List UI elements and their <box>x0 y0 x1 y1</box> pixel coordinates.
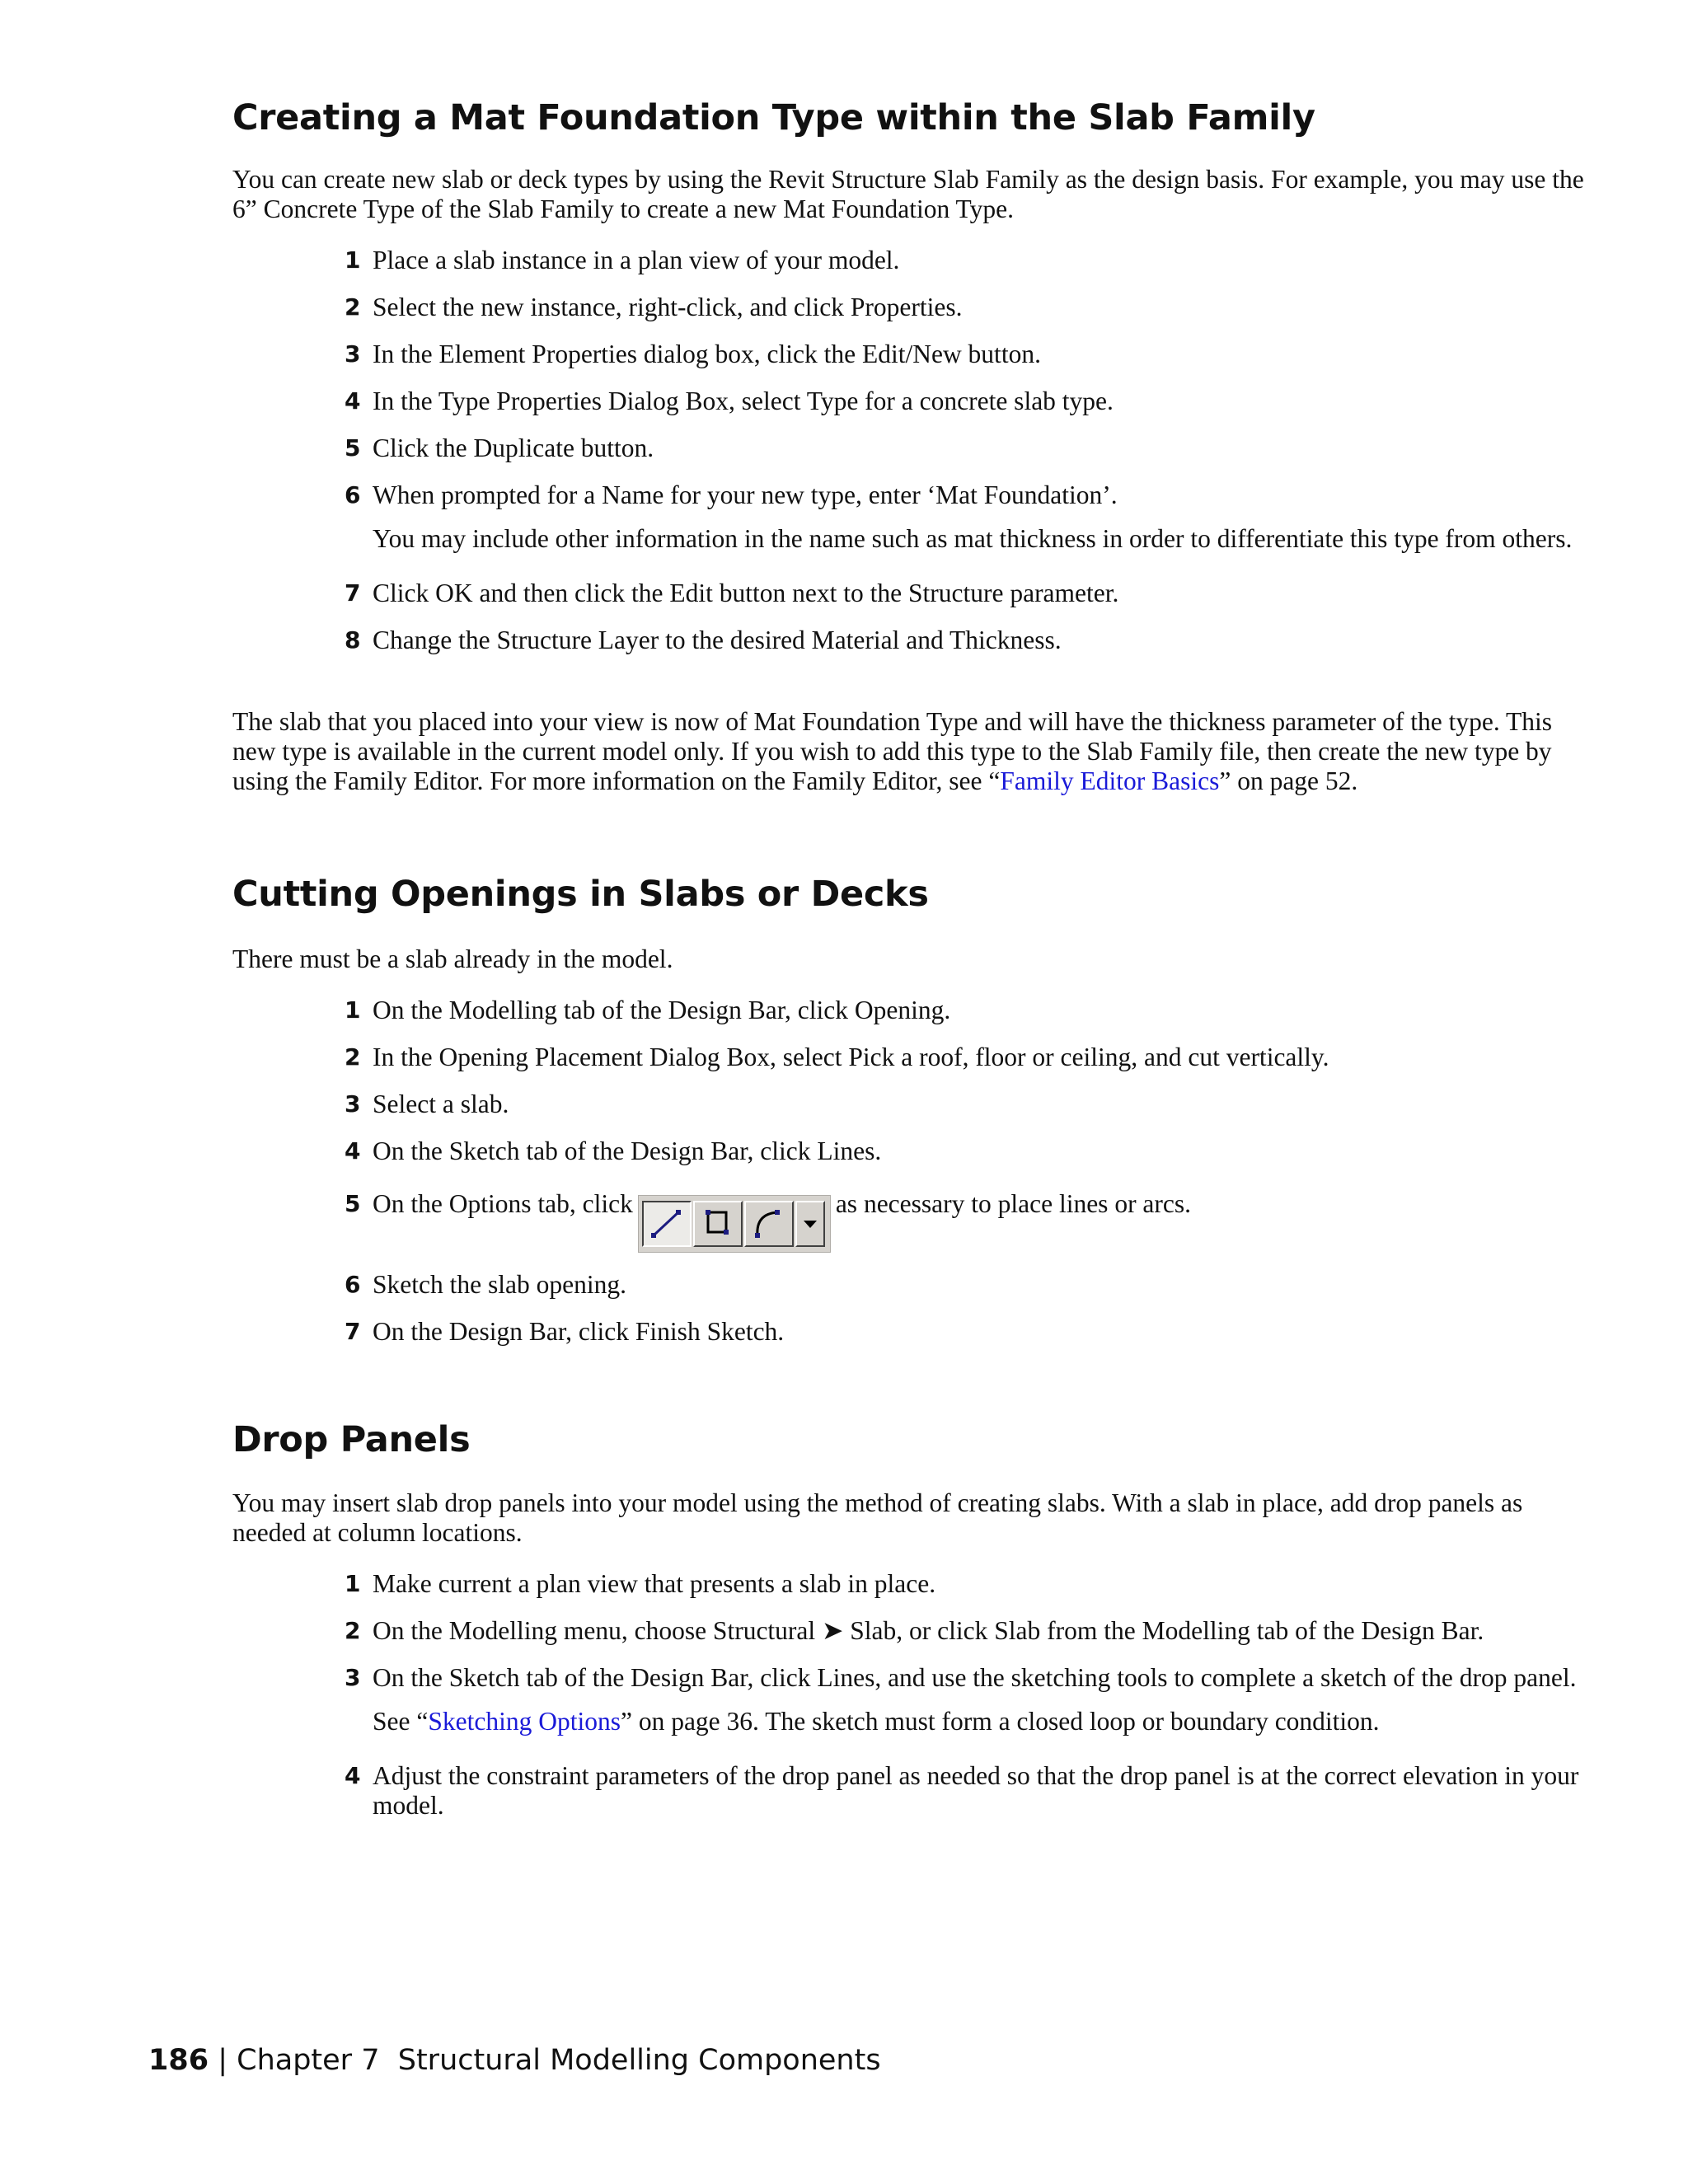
step-number: 1 <box>345 996 361 1024</box>
arc-draw-button[interactable] <box>744 1201 794 1247</box>
list-item <box>345 246 1606 275</box>
section2-intro: There must be a slab already in the model. <box>232 944 673 973</box>
step-number: 3 <box>345 1664 361 1691</box>
step-text: In the Element Properties dialog box, click the Edit/New button. <box>373 340 1041 368</box>
dropdown-arrow-icon <box>797 1202 823 1245</box>
note-text: See “ <box>373 1707 429 1736</box>
section1-intro: You can create new slab or deck types by using the Revit Structure Slab Family as the design basis. For example, you may use the 6” Concrete Type of the Slab Family to create a new Mat Foundation Type. <box>232 165 1584 223</box>
rectangle-draw-button[interactable] <box>693 1201 743 1247</box>
line-draw-button[interactable] <box>642 1201 692 1247</box>
outro-text: The slab that you placed into your view is now of Mat Foundation Type and will have the thickness parameter of the type. This new type is available in the current model only. If you wish to add this type to the Slab Family file, then create the new type by using the Family Editor. For more information on the Family Editor, see “ <box>232 707 1553 795</box>
list-item <box>345 1569 1606 1599</box>
list-item <box>345 1090 1606 1119</box>
step-number: 2 <box>345 1617 361 1644</box>
section1-outro <box>232 707 1601 796</box>
step-number: 4 <box>345 1137 361 1165</box>
section3-intro: You may insert slab drop panels into your model using the method of creating slabs. With a slab in place, add drop panels as needed at column locations. <box>232 1488 1523 1547</box>
step-text: On the Sketch tab of the Design Bar, click Lines. <box>373 1137 882 1165</box>
list-item <box>345 1043 1606 1072</box>
step-text: On the Design Bar, click Finish Sketch. <box>373 1317 785 1346</box>
section3-steps <box>345 1569 1606 1838</box>
list-item <box>345 293 1606 322</box>
page-number: 186 <box>148 2044 209 2077</box>
step-number: 7 <box>345 1318 361 1345</box>
footer-chapter-title: Structural Modelling Components <box>397 2044 881 2077</box>
note-text-end: ” on page 36. The sketch must form a closed loop or boundary condition. <box>620 1707 1380 1736</box>
step-text: Make current a plan view that presents a slab in place. <box>373 1569 936 1598</box>
list-item <box>345 340 1606 369</box>
step-text: On the Sketch tab of the Design Bar, click Lines, and use the sketching tools to complete a sketch of the drop panel. <box>373 1663 1577 1692</box>
step-number: 3 <box>345 340 361 368</box>
step-text-end: as necessary to place lines or arcs. <box>835 1189 1192 1218</box>
step-text: Select the new instance, right-click, and click Properties. <box>373 293 963 321</box>
step-number: 7 <box>345 579 361 607</box>
step-number: 5 <box>345 1190 361 1217</box>
arc-draw-icon <box>746 1202 792 1245</box>
section-heading-cutting-openings: Cutting Openings in Slabs or Decks <box>232 874 929 915</box>
step-text: In the Opening Placement Dialog Box, select Pick a roof, floor or ceiling, and cut vertically. <box>373 1043 1329 1071</box>
step-text: In the Type Properties Dialog Box, select Type for a concrete slab type. <box>373 387 1114 415</box>
page-footer <box>148 2044 881 2077</box>
step-number: 6 <box>345 1271 361 1298</box>
step-number: 1 <box>345 246 361 274</box>
step-text: Change the Structure Layer to the desired Material and Thickness. <box>373 626 1062 654</box>
outro-text-end: ” on page 52. <box>1219 766 1358 795</box>
step-number: 8 <box>345 626 361 654</box>
step-text: Click the Duplicate button. <box>373 434 654 462</box>
step-text: When prompted for a Name for your new type, enter ‘Mat Foundation’. <box>373 480 1118 509</box>
footer-chapter: Chapter 7 <box>237 2044 380 2077</box>
step-number: 2 <box>345 1043 361 1071</box>
section1-steps <box>345 246 1606 673</box>
list-item <box>345 1270 1606 1300</box>
step-number: 1 <box>345 1570 361 1597</box>
step-number: 3 <box>345 1090 361 1118</box>
family-editor-basics-link[interactable]: Family Editor Basics <box>1000 766 1220 795</box>
step-note <box>373 1707 1606 1736</box>
list-item <box>345 626 1606 655</box>
step-text: On the Options tab, click <box>373 1189 633 1218</box>
step-number: 4 <box>345 1762 361 1789</box>
list-item <box>345 1189 1606 1253</box>
footer-separator: | <box>218 2044 227 2077</box>
list-item <box>345 387 1606 416</box>
list-item <box>345 480 1606 554</box>
list-item <box>345 1317 1606 1347</box>
step-text: On the Modelling tab of the Design Bar, click Opening. <box>373 996 951 1024</box>
line-draw-icon <box>644 1202 690 1245</box>
step-text: Place a slab instance in a plan view of your model. <box>373 246 900 274</box>
step-number: 2 <box>345 293 361 321</box>
step-number: 4 <box>345 387 361 415</box>
section-heading-drop-panels: Drop Panels <box>232 1419 471 1460</box>
section2-steps <box>345 996 1606 1364</box>
step-text: Click OK and then click the Edit button next to the Structure parameter. <box>373 579 1119 607</box>
draw-options-dropdown[interactable] <box>795 1201 825 1247</box>
rectangle-draw-icon <box>695 1202 741 1245</box>
sketching-options-link[interactable]: Sketching Options <box>428 1707 621 1736</box>
step-text: On the Modelling menu, choose Structural ➤ Slab, or click Slab from the Modelling tab of the Design Bar. <box>373 1616 1484 1645</box>
step-text: Sketch the slab opening. <box>373 1270 626 1299</box>
list-item <box>345 1616 1606 1646</box>
step-number: 5 <box>345 434 361 462</box>
list-item <box>345 1137 1606 1166</box>
list-item <box>345 1663 1606 1736</box>
list-item <box>345 996 1606 1025</box>
step-note: You may include other information in the name such as mat thickness in order to differentiate this type from others. <box>373 524 1573 553</box>
step-number: 6 <box>345 481 361 509</box>
step-text: Select a slab. <box>373 1090 509 1118</box>
section-heading-mat-foundation: Creating a Mat Foundation Type within the Slab Family <box>232 97 1315 138</box>
step-text: Adjust the constraint parameters of the drop panel as needed so that the drop panel is at the correct elevation in your model. <box>373 1761 1579 1820</box>
list-item <box>345 1761 1606 1821</box>
list-item <box>345 434 1606 463</box>
sketch-options-toolbar <box>638 1195 831 1253</box>
list-item <box>345 579 1606 608</box>
